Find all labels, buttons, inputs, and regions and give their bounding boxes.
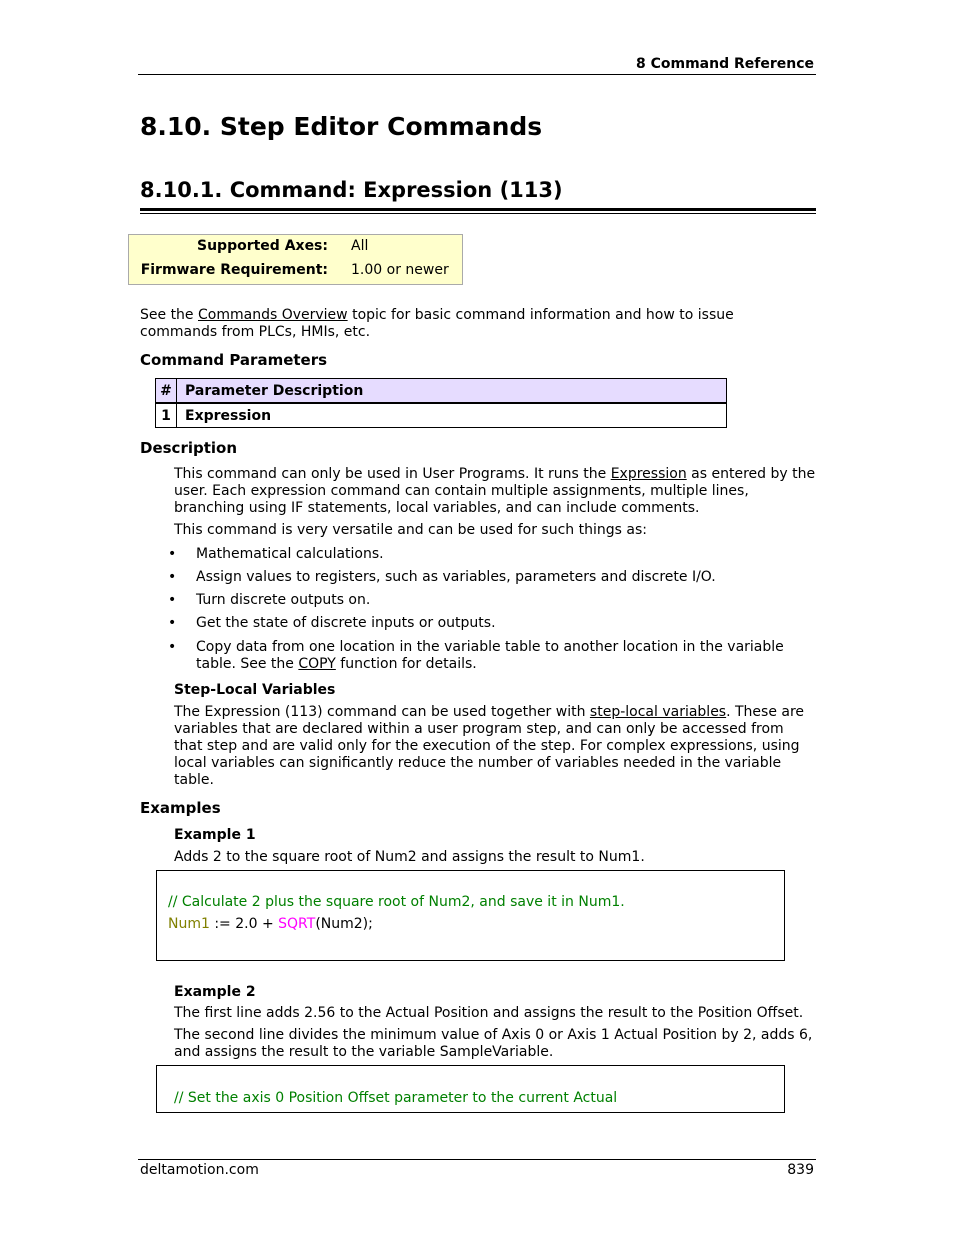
supported-axes-row xyxy=(129,238,462,260)
example-2-text-1: The first line adds 2.56 to the Actual Position and assigns the result to the Position Offset. xyxy=(174,1005,804,1021)
commands-overview-link[interactable]: Commands Overview xyxy=(198,307,348,323)
intro-paragraph xyxy=(140,307,740,341)
copy-link[interactable]: COPY xyxy=(298,656,336,672)
example-2-heading: Example 2 xyxy=(174,984,256,1000)
col-num-header: # xyxy=(156,379,177,404)
list-item-text xyxy=(196,639,816,673)
code-operator: := 2.0 + xyxy=(209,916,279,932)
list-item xyxy=(168,639,816,673)
desc-text: This command can only be used in User Programs. It runs the xyxy=(174,466,611,482)
subsection-rule xyxy=(140,208,816,211)
description-paragraph-2: This command is very versatile and can be used for such things as: xyxy=(174,522,647,538)
code-args: (Num2); xyxy=(315,916,373,932)
bullet5-text: Copy data from one location in the variable table to another location in the variable table. See the xyxy=(196,639,784,672)
step-local-heading: Step-Local Variables xyxy=(174,682,336,698)
footer-divider xyxy=(138,1159,816,1160)
bullet-icon: • xyxy=(168,546,177,562)
list-item-text: Mathematical calculations. xyxy=(196,546,384,562)
subsection-rule-thin xyxy=(140,213,816,214)
code-comment: // Calculate 2 plus the square root of Num2, and save it in Num1. xyxy=(168,894,625,910)
example-1-text: Adds 2 to the square root of Num2 and assigns the result to Num1. xyxy=(174,849,645,865)
subsection-title: 8.10.1. Command: Expression (113) xyxy=(140,178,563,202)
command-parameters-heading: Command Parameters xyxy=(140,351,328,369)
step-local-variables-link[interactable]: step-local variables xyxy=(589,704,727,720)
param-num: 1 xyxy=(156,403,177,428)
firmware-row xyxy=(129,262,462,284)
expression-link[interactable]: Expression xyxy=(610,466,687,482)
examples-heading: Examples xyxy=(140,799,221,817)
list-item-text: Assign values to registers, such as variables, parameters and discrete I/O. xyxy=(196,569,716,585)
requirements-box xyxy=(128,234,463,285)
intro-text: See the xyxy=(140,307,198,323)
running-header: 8 Command Reference xyxy=(635,56,814,72)
supported-axes-label: Supported Axes: xyxy=(197,238,328,254)
bullet-icon: • xyxy=(168,639,177,655)
step-local-paragraph xyxy=(174,704,816,789)
param-desc: Expression xyxy=(177,403,727,428)
firmware-value: 1.00 or newer xyxy=(351,262,449,278)
description-paragraph-1 xyxy=(174,466,816,517)
bullet-icon: • xyxy=(168,569,177,585)
list-item-text: Get the state of discrete inputs or outputs. xyxy=(196,615,496,631)
bullet5-text-end: function for details. xyxy=(335,656,477,672)
example-1-code-block xyxy=(156,870,785,961)
example-2-text-2: The second line divides the minimum value of Axis 0 or Axis 1 Actual Position by 2, adds 6, and assigns the result to the variable SampleVariable. xyxy=(174,1027,813,1060)
footer-site: deltamotion.com xyxy=(140,1162,259,1178)
intro-text-end: topic for basic command information and how to issue commands from PLCs, HMIs, etc. xyxy=(140,307,734,340)
parameters-table xyxy=(155,378,727,428)
code-variable: Num1 xyxy=(168,916,210,932)
col-desc-header: Parameter Description xyxy=(177,379,727,404)
section-title: 8.10. Step Editor Commands xyxy=(140,112,543,141)
example-1-heading: Example 1 xyxy=(174,827,256,843)
code-function: SQRT xyxy=(278,916,316,932)
header-divider xyxy=(138,74,816,75)
firmware-label: Firmware Requirement: xyxy=(140,262,328,278)
table-row xyxy=(156,403,727,428)
supported-axes-value: All xyxy=(351,238,369,254)
bullet-icon: • xyxy=(168,615,177,631)
page-number: 839 xyxy=(787,1162,814,1178)
desc-text-end: as entered by the user. Each expression command can contain multiple assignments, multiple lines, branching using IF statements, local variables, and can include comments. xyxy=(174,466,816,516)
list-item-text: Turn discrete outputs on. xyxy=(196,592,371,608)
step-local-text-end: . These are variables that are declared within a user program step, and can only be accessed from that step and are valid only for the execution of the step. For complex expressions, using local variables can significantly reduce the number of variables needed in the variable table. xyxy=(174,704,805,788)
code-line xyxy=(168,916,373,932)
table-header-row xyxy=(156,379,727,404)
step-local-text: The Expression (113) command can be used together with xyxy=(174,704,590,720)
code-comment: // Set the axis 0 Position Offset parameter to the current Actual xyxy=(174,1090,618,1106)
description-heading: Description xyxy=(140,439,238,457)
example-2-code-block xyxy=(156,1065,785,1113)
bullet-icon: • xyxy=(168,592,177,608)
